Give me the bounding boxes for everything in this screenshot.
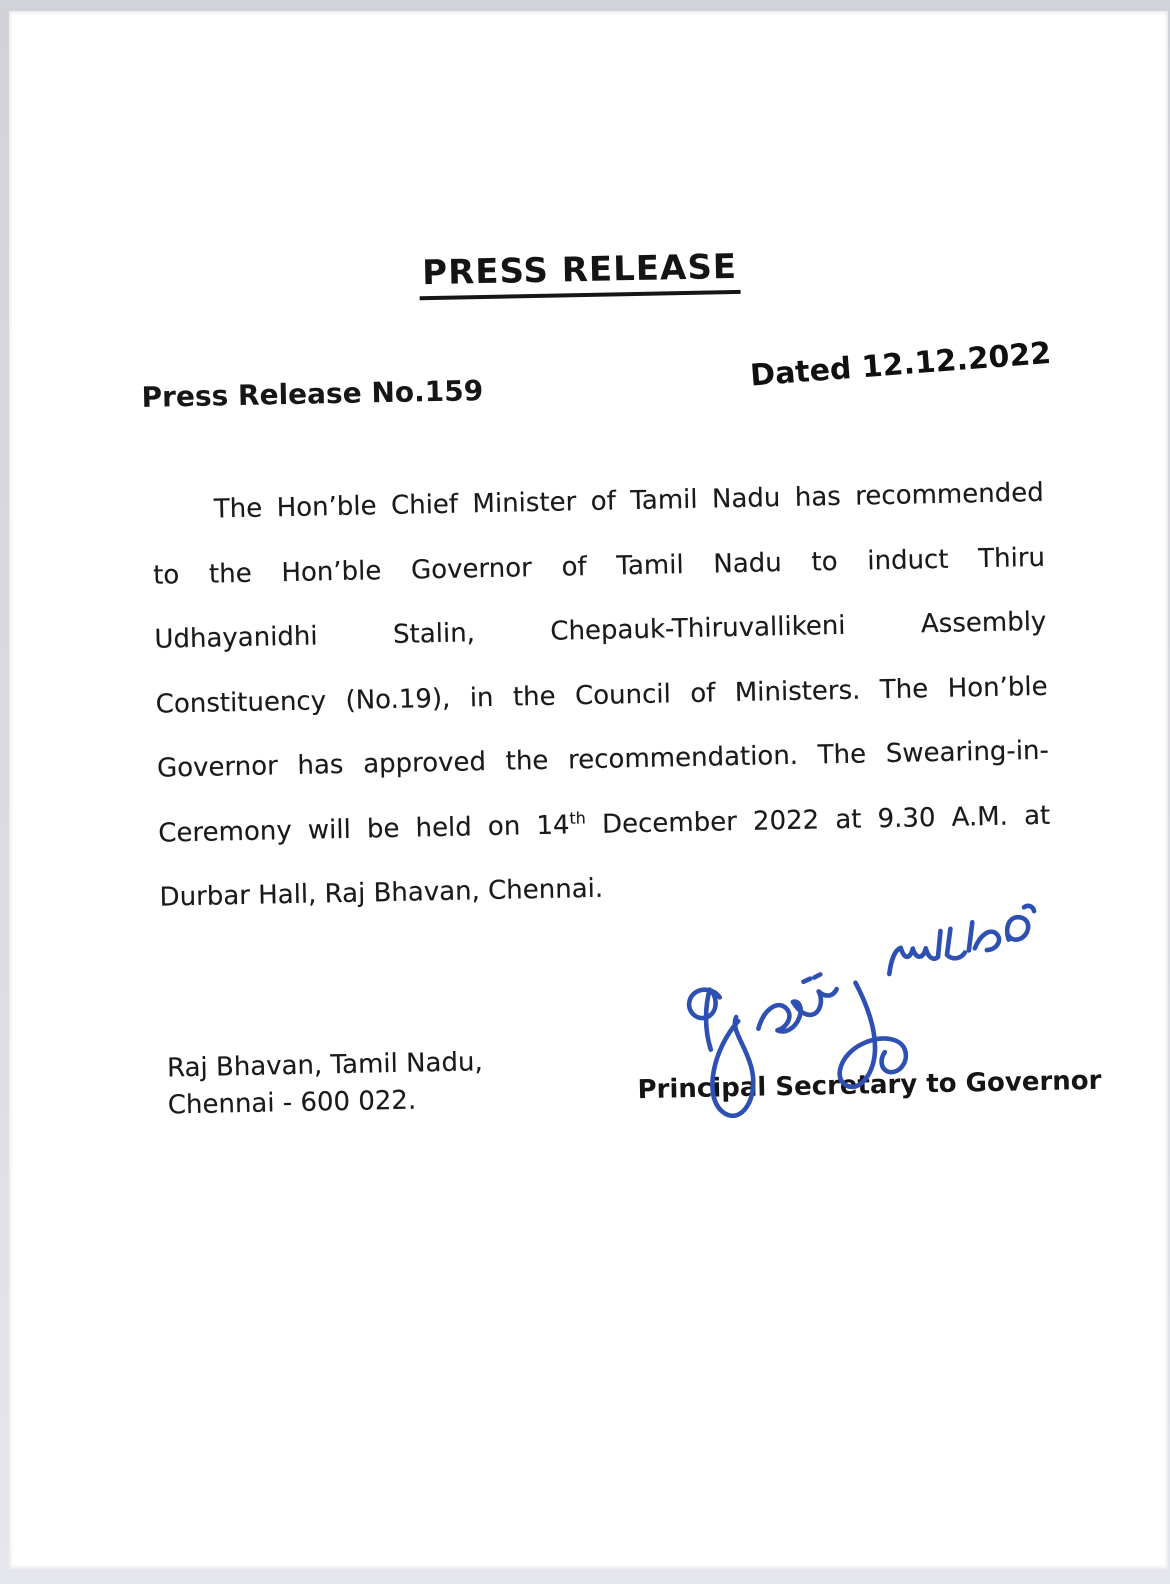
address-line-1: Raj Bhavan, Tamil Nadu, — [166, 1047, 483, 1084]
press-release-number: Press Release No.159 — [141, 374, 484, 414]
page-content — [0, 1, 1170, 1580]
body-line-2: to the Hon’ble Governor of Tamil Nadu to induct Thiru — [152, 542, 1046, 591]
body-line-3: Udhayanidhi Stalin, Chepauk-Thiruvallikeni Assembly — [154, 606, 1047, 655]
page-title-text: PRESS RELEASE — [419, 247, 741, 300]
body-paragraph — [151, 461, 1052, 930]
ordinal-suffix: th — [569, 807, 586, 828]
body-line-7: Durbar Hall, Raj Bhavan, Chennai. — [159, 873, 604, 913]
page-title — [1, 238, 1159, 308]
body-line-4: Constituency (No.19), in the Council of Ministers. The Hon’ble — [155, 671, 1048, 720]
body-line-6-pre: Ceremony will be held on 14 — [158, 809, 570, 849]
address-line-2: Chennai - 600 022. — [167, 1085, 417, 1121]
body-line-6-post: December 2022 at 9.30 A.M. at — [601, 800, 1051, 840]
sender-address — [167, 1044, 484, 1124]
scanned-page — [9, 11, 1168, 1569]
body-line-1: The Hon’ble Chief Minister of Tamil Nadu has recommended — [213, 477, 1044, 525]
body-line-5: Governor has approved the recommendation. The Swearing-in- — [156, 735, 1050, 784]
dated-label: Dated 12.12.2022 — [748, 335, 1053, 394]
signatory-title: Principal Secretary to Governor — [637, 1065, 1102, 1106]
